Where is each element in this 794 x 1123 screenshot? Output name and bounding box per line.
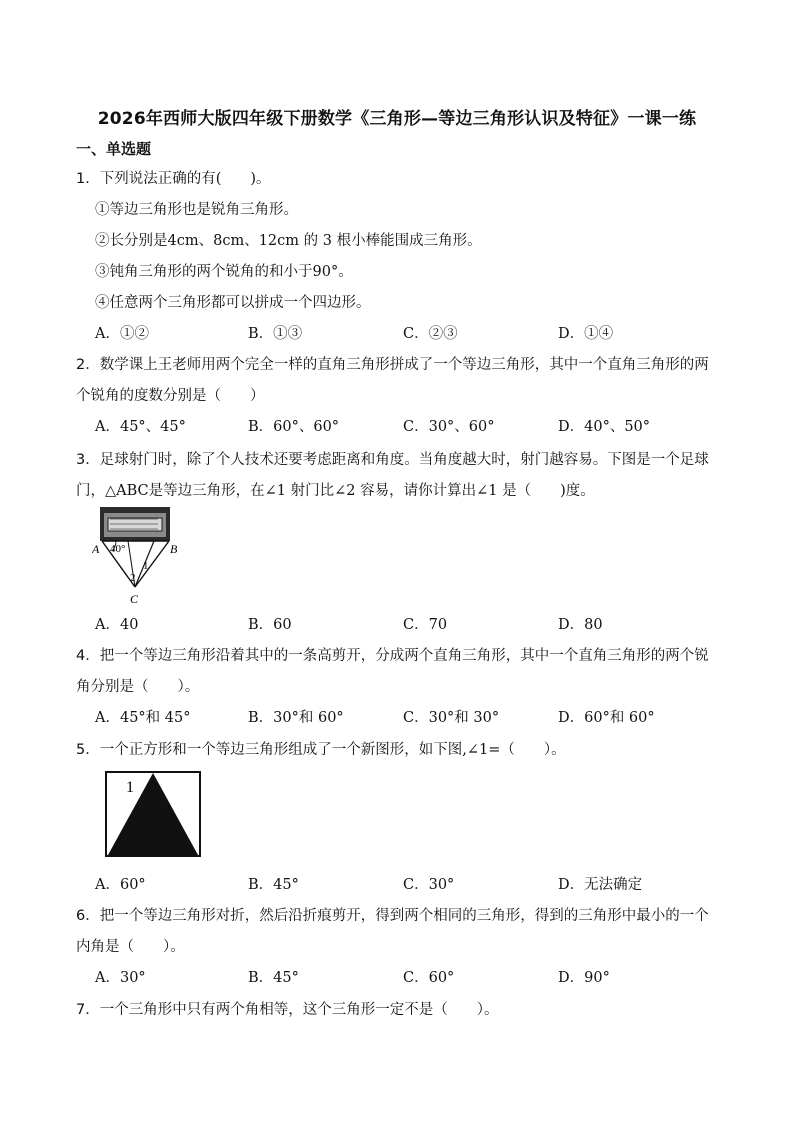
option-a[interactable]: A．45°和 45° <box>95 710 191 726</box>
options-row <box>95 706 715 728</box>
question-number: 1． <box>76 171 100 187</box>
option-a[interactable]: A．①② <box>95 326 149 342</box>
option-c[interactable]: C．70 <box>403 617 448 633</box>
statement-2: ②长分别是4cm、8cm、12cm 的 3 根小棒能围成三角形。 <box>95 233 482 249</box>
option-c[interactable]: C．②③ <box>403 326 458 342</box>
question-number: 7． <box>76 1002 100 1018</box>
section-heading: 一、单选题 <box>76 140 152 158</box>
document-title: 2026年西师大版四年级下册数学《三角形—等边三角形认识及特征》一课一练 <box>97 109 697 129</box>
option-d[interactable]: D．60°和 60° <box>558 710 655 726</box>
question-stem-continued: 内角是（ ）。 <box>76 939 185 955</box>
question-number: 2． <box>76 357 100 373</box>
statement-4: ④任意两个三角形都可以拼成一个四边形。 <box>95 295 371 311</box>
label-1: 1 <box>143 560 149 572</box>
question-stem-continued: 门，△ABC是等边三角形，在∠1 射门比∠2 容易，请你计算出∠1 是（ )度。 <box>76 483 595 499</box>
options-row <box>95 415 715 437</box>
option-c[interactable]: C．60° <box>403 970 455 986</box>
option-d[interactable]: D．无法确定 <box>558 877 643 893</box>
label-1: 1 <box>126 779 134 796</box>
question-stem: 一个三角形中只有两个角相等，这个三角形一定不是（ ）。 <box>99 1002 499 1018</box>
option-b[interactable]: B．60 <box>248 617 292 633</box>
option-b[interactable]: B．45° <box>248 877 299 893</box>
line-bc <box>135 541 169 587</box>
statement-3: ③钝角三角形的两个锐角的和小于90°。 <box>95 264 353 280</box>
question-2 <box>76 353 709 374</box>
option-b[interactable]: B．45° <box>248 970 299 986</box>
options-row <box>95 966 715 988</box>
square-triangle-figure <box>104 770 204 860</box>
question-stem: 把一个等边三角形对折，然后沿折痕剪开，得到两个相同的三角形，得到的三角形中最小的一个 <box>99 908 709 924</box>
angle-label: 40° <box>110 543 126 555</box>
question-stem-continued: 角分别是（ ）。 <box>76 679 200 695</box>
question-5 <box>76 738 566 759</box>
option-d[interactable]: D．40°、50° <box>558 419 651 435</box>
question-stem: 把一个等边三角形沿着其中的一条高剪开，分成两个直角三角形，其中一个直角三角形的两个锐 <box>99 648 709 664</box>
option-a[interactable]: A．30° <box>95 970 146 986</box>
question-stem: 一个正方形和一个等边三角形组成了一个新图形，如下图,∠1=（ ）。 <box>99 742 566 758</box>
label-2: 2 <box>130 572 136 584</box>
option-b[interactable]: B．60°、60° <box>248 419 340 435</box>
option-b[interactable]: B．30°和 60° <box>248 710 344 726</box>
option-d[interactable]: D．①④ <box>558 326 614 342</box>
question-7 <box>76 998 498 1019</box>
soccer-goal-figure <box>92 505 182 607</box>
label-c: C <box>130 592 139 606</box>
option-d[interactable]: D．80 <box>558 617 603 633</box>
option-c[interactable]: C．30° <box>403 877 455 893</box>
option-d[interactable]: D．90° <box>558 970 610 986</box>
question-stem: 下列说法正确的有( )。 <box>99 171 271 187</box>
question-1 <box>76 167 271 188</box>
option-a[interactable]: A．60° <box>95 877 146 893</box>
question-number: 6． <box>76 908 100 924</box>
question-number: 5． <box>76 742 100 758</box>
question-stem: 足球射门时，除了个人技术还要考虑距离和角度。当角度越大时，射门越容易。下图是一个足球 <box>99 452 709 468</box>
option-b[interactable]: B．①③ <box>248 326 303 342</box>
question-number: 3． <box>76 452 100 468</box>
option-a[interactable]: A．45°、45° <box>95 419 186 435</box>
option-c[interactable]: C．30°和 30° <box>403 710 500 726</box>
question-number: 4． <box>76 648 100 664</box>
options-row <box>95 322 715 344</box>
option-c[interactable]: C．30°、60° <box>403 419 495 435</box>
question-6 <box>76 904 709 925</box>
options-row <box>95 613 715 635</box>
question-4 <box>76 644 709 665</box>
question-stem: 数学课上王老师用两个完全一样的直角三角形拼成了一个等边三角形，其中一个直角三角形的两 <box>99 357 709 373</box>
question-stem-continued: 个锐角的度数分别是（ ） <box>76 388 265 404</box>
statement-1: ①等边三角形也是锐角三角形。 <box>95 202 298 218</box>
label-a: A <box>92 542 100 556</box>
question-3 <box>76 448 709 469</box>
label-b: B <box>170 542 178 556</box>
options-row <box>95 873 715 895</box>
option-a[interactable]: A．40 <box>95 617 139 633</box>
